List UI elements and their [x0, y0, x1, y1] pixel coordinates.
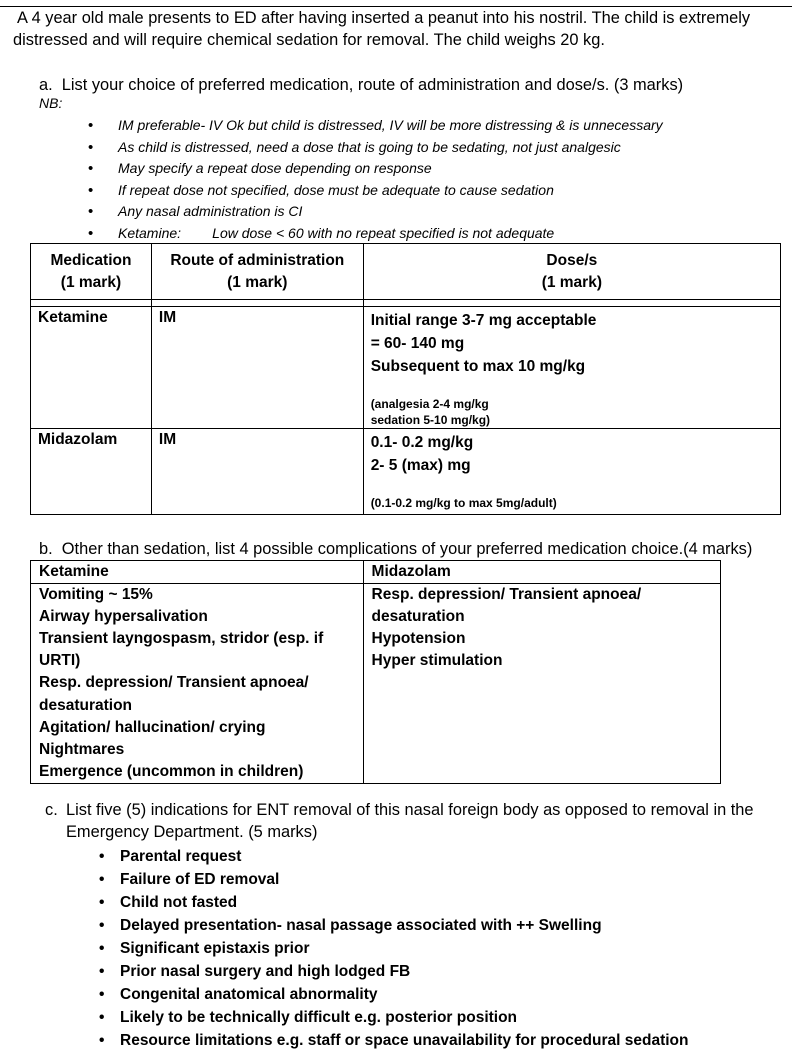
nb-note: • May specify a repeat dose depending on response [88, 158, 663, 180]
indication-item: • Prior nasal surgery and high lodged FB [99, 960, 688, 983]
complication-item: Resp. depression/ Transient apnoea/ [371, 586, 642, 604]
part-c-question-line-1: List five (5) indications for ENT removal of this nasal foreign body as opposed to removal in the [66, 801, 754, 819]
header-ketamine: Ketamine [31, 561, 364, 584]
complications-row [31, 584, 721, 784]
cell-medication: Midazolam [31, 429, 152, 515]
part-a-heading [39, 74, 683, 96]
indication-item: • Likely to be technically difficult e.g. posterior position [99, 1006, 688, 1029]
cell-dose [363, 429, 780, 515]
header-route [151, 244, 363, 300]
dose-note: sedation 5-10 mg/kg) [370, 413, 491, 427]
nb-note: • If repeat dose not specified, dose must be adequate to cause sedation [88, 180, 663, 202]
indication-item: • Congenital anatomical abnormality [99, 983, 688, 1006]
part-c-heading [45, 799, 784, 843]
dose-line: 0.1- 0.2 mg/kg [370, 434, 474, 451]
nb-notes-list [88, 115, 663, 244]
indication-item: • Resource limitations e.g. staff or space unavailability for procedural sedation [99, 1029, 688, 1052]
table-spacer [31, 300, 781, 307]
header-medication [31, 244, 152, 300]
header-medication-marks: (1 mark) [60, 273, 122, 291]
part-c-question-line-2: Emergency Department. (5 marks) [66, 823, 318, 841]
nb-label: NB: [39, 95, 63, 111]
intro-line-2: distressed and will require chemical sedation for removal. The child weighs 20 kg. [13, 31, 605, 49]
medication-table [30, 243, 781, 515]
part-a-question: List your choice of preferred medication, route of administration and dose/s. (3 marks) [61, 76, 684, 94]
midazolam-complications [363, 584, 720, 784]
complication-item: Resp. depression/ Transient apnoea/ [39, 674, 309, 692]
complication-item: Transient layngospasm, stridor (esp. if [39, 630, 324, 648]
part-c-letter: c. [45, 801, 58, 819]
complication-item: Nightmares [39, 740, 125, 758]
intro-line-1: A 4 year old male presents to ED after having inserted a peanut into his nostril. The child is extremely [17, 9, 751, 27]
dose-line: = 60- 140 mg [370, 335, 465, 352]
cell-medication: Ketamine [31, 307, 152, 429]
table-row [31, 307, 781, 429]
nb-note: • Any nasal administration is CI [88, 201, 663, 223]
header-dose-marks: (1 mark) [541, 273, 602, 291]
dose-note: (analgesia 2-4 mg/kg [370, 397, 489, 411]
cell-dose [363, 307, 780, 429]
ent-indications-list [99, 845, 688, 1052]
header-medication-title: Medication [50, 251, 132, 269]
complication-item: desaturation [371, 608, 465, 626]
dose-line: Subsequent to max 10 mg/kg [370, 358, 586, 375]
complications-table [30, 560, 721, 784]
complication-item: Agitation/ hallucination/ crying [39, 718, 266, 736]
complication-item: Hyper stimulation [371, 652, 503, 670]
complications-header [31, 561, 721, 584]
indication-item: • Child not fasted [99, 891, 688, 914]
part-b-question: Other than sedation, list 4 possible complications of your preferred medication choice.(4 marks) [61, 540, 753, 558]
indication-item: • Parental request [99, 845, 688, 868]
cell-route: IM [151, 307, 363, 429]
header-dose [363, 244, 780, 300]
header-midazolam: Midazolam [363, 561, 720, 584]
case-intro [13, 7, 783, 51]
ketamine-complications [31, 584, 364, 784]
part-a-letter: a. [39, 76, 53, 94]
complication-item: Emergence (uncommon in children) [39, 762, 304, 780]
complication-item: Airway hypersalivation [39, 608, 208, 626]
header-route-title: Route of administration [170, 251, 345, 269]
dose-line: Initial range 3-7 mg acceptable [370, 312, 597, 329]
table-row [31, 429, 781, 515]
nb-note: • Ketamine: Low dose < 60 with no repeat specified is not adequate [88, 223, 663, 245]
header-dose-title: Dose/s [546, 251, 598, 269]
complication-item: desaturation [39, 696, 133, 714]
part-b-letter: b. [39, 540, 53, 558]
nb-note: • As child is distressed, need a dose that is going to be sedating, not just analgesic [88, 137, 663, 159]
indication-item: • Failure of ED removal [99, 868, 688, 891]
cell-route: IM [151, 429, 363, 515]
nb-note: • IM preferable- IV Ok but child is distressed, IV will be more distressing & is unnecessary [88, 115, 663, 137]
complication-item: URTI) [39, 652, 81, 670]
part-b-heading [39, 538, 752, 560]
indication-item: • Significant epistaxis prior [99, 937, 688, 960]
header-route-marks: (1 mark) [227, 273, 288, 291]
dose-note: (0.1-0.2 mg/kg to max 5mg/adult) [370, 496, 557, 510]
dose-line: 2- 5 (max) mg [370, 457, 471, 474]
medication-table-header [31, 244, 781, 300]
complication-item: Vomiting ~ 15% [39, 586, 153, 604]
complication-item: Hypotension [371, 630, 466, 648]
indication-item: • Delayed presentation- nasal passage associated with ++ Swelling [99, 914, 688, 937]
